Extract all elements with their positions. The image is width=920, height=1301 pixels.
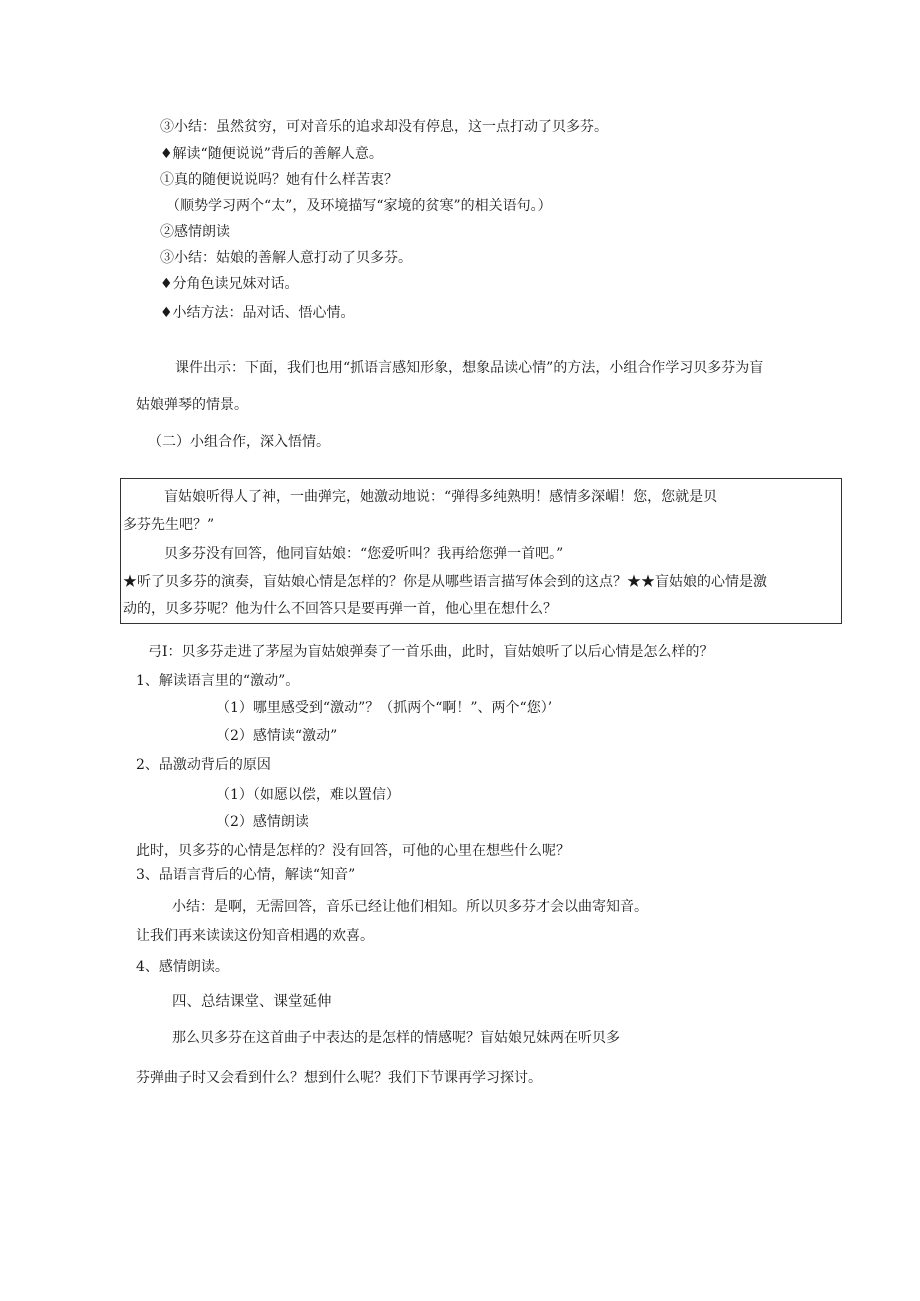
excerpt-line-2: 多芬先生吧？” — [123, 517, 215, 533]
closing-line-2: 芬弹曲子时又会看到什么？想到什么呢？我们下节课再学习探讨。 — [136, 1070, 542, 1086]
note-environment-line: （顺势学习两个“太”，及环境描写“家境的贫寒”的相关语句。） — [166, 198, 552, 214]
item-2: 2、品激动背后的原因 — [136, 757, 271, 773]
question-line-1: ★听了贝多芬的演奏，盲姑娘心情是怎样的？你是从哪些语言描写体会到的这点？★★盲姑娘的心情是激 — [123, 574, 767, 590]
section-two-heading: （二）小组合作，深入悟情。 — [148, 434, 330, 450]
excerpt-box — [120, 478, 842, 624]
section-four-heading: 四、总结课堂、课堂延伸 — [172, 994, 332, 1010]
item-4: 4、感情朗读。 — [136, 959, 229, 975]
question-casual-line: ①真的随便说说吗？她有什么样苦衷？ — [160, 172, 398, 188]
summary-poverty-line: ③小结：虽然贫穷，可对音乐的追求却没有停息，这一点打动了贝多芬。 — [160, 119, 608, 135]
item-2-sub-b: （2）感情朗读 — [216, 814, 309, 830]
question-line-2: 动的，贝多芬呢？他为什么不回答只是要再弹一首，他心里在想什么？ — [123, 601, 557, 617]
item-1-sub-a: （1）哪里感受到“激动”？（抓两个“啊！”、两个“您）’ — [216, 700, 553, 716]
summary-zhiyin-line: 小结：是啊，无需回答，音乐已经让他们相知。所以贝多芬才会以曲寄知音。 — [172, 899, 648, 915]
bullet-summary-method: ♦小结方法：品对话、悟心情。 — [160, 305, 355, 321]
item-1-sub-b: （2）感情读“激动” — [216, 728, 338, 744]
bullet-interpret-casual: ♦解读“随便说说”背后的善解人意。 — [160, 146, 383, 162]
emotional-reading-line: ②感情朗读 — [160, 224, 230, 240]
item-2-sub-a: （1）（如愿以偿，难以置信） — [216, 787, 400, 803]
item-1: 1、解读语言里的“激动”。 — [136, 673, 300, 689]
reread-line: 让我们再来读读这份知音相遇的欢喜。 — [136, 928, 374, 944]
intro-line: 弓I：贝多芬走进了茅屋为盲姑娘弹奏了一首乐曲，此时，盲姑娘听了以后心情是怎么样的？ — [148, 644, 714, 660]
courseware-line-2: 姑娘弹琴的情景。 — [136, 397, 248, 413]
bullet-role-reading: ♦分角色读兄妹对话。 — [160, 276, 299, 292]
summary-kindness-line: ③小结：姑娘的善解人意打动了贝多芬。 — [160, 250, 412, 266]
transition-line: 此时，贝多芬的心情是怎样的？没有回答，可他的心里在想些什么呢？ — [136, 843, 570, 859]
item-3: 3、品语言背后的心情，解读“知音” — [136, 867, 356, 883]
excerpt-line-1: 盲姑娘听得人了神，一曲弹完，她激动地说：“弹得多纯熟明！感情多深嵋！您，您就是贝 — [164, 489, 718, 505]
courseware-line-1: 课件出示：下面，我们也用“抓语言感知形象，想象品读心情”的方法，小组合作学习贝多芬为盲 — [175, 360, 764, 376]
closing-line-1: 那么贝多芬在这首曲子中表达的是怎样的情感呢？盲姑娘兄妹两在听贝多 — [172, 1030, 620, 1046]
excerpt-line-3: 贝多芬没有回答，他同盲姑娘：“您爱听叫？我再给您弹一首吧。” — [164, 546, 564, 562]
